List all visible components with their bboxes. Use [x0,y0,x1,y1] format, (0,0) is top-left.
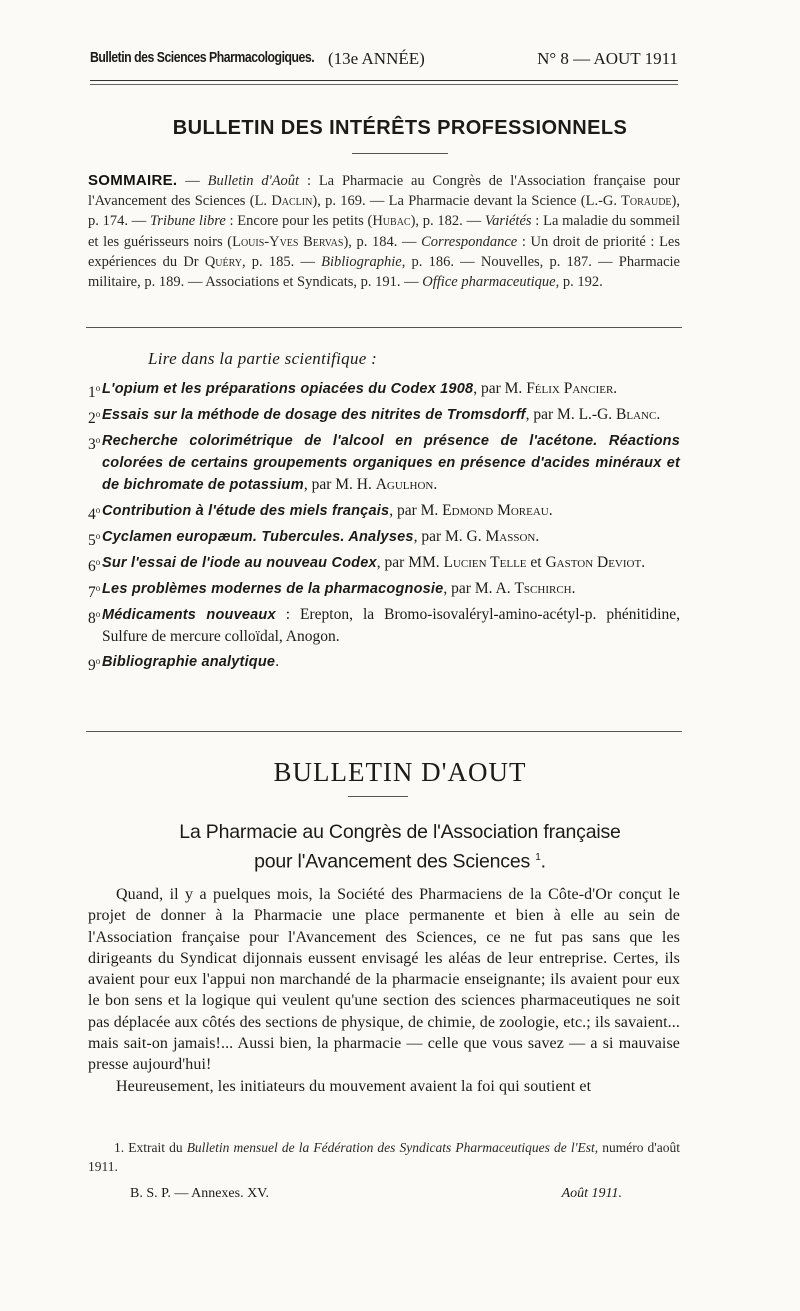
sommaire-rule [86,327,682,328]
sc-text-run: Lucien Telle [443,554,527,571]
it-text-run: Correspondance [421,233,518,250]
header-rule [90,80,678,81]
lire-heading: Lire dans la partie scientifique : [148,349,378,368]
text-run: : Encore pour les petits ( [225,213,373,230]
it-text-run: Variétés [484,213,532,230]
toc-item [88,500,680,522]
running-head [90,49,678,75]
sc-text-run: Masson [485,528,536,545]
article-title-line1: La Pharmacie au Congrès de l'Association française [179,821,621,843]
text-run: , p. 192. [555,274,603,291]
text-run: , par M. H. [303,476,376,493]
footnote [88,1138,680,1176]
sc-text-run: Louis-Yves Bervas [232,233,344,250]
text-run: . [613,380,618,397]
text-run: : La Pharmacie au Congrès de l'Association française pour l'Avancement des Sciences ( [88,173,680,210]
t-text-run: Cyclamen europæum. Tubercules. Analyses [102,529,414,545]
toc-item [88,378,680,400]
it-text-run: Office pharmaceutique [422,274,556,291]
text-run: , par M. G. [413,528,486,545]
sc-text-run: Agulhon [375,476,434,493]
footnote-ref: 1 [535,852,541,863]
toc-item-number: 3$^o$ [88,435,101,454]
toc-item-number: 1$^o$ [88,383,101,402]
it-text-run: Bulletin mensuel de la Fédération des Syndicats Pharmaceutiques de l'Est [186,1140,595,1155]
text-run: , par M. A. [443,580,515,597]
sommaire [88,171,680,292]
toc-item-number: 7$^o$ [88,583,101,602]
t-text-run: Recherche colorimétrique de l'alcool en présence de l'acétone. Réactions colorées de certains groupements organiques en présence d'acides minéraux et de bichromate de potassium [102,433,680,493]
t-text-run: Les problèmes modernes de la pharmacognosie [102,581,444,597]
toc-item [88,552,680,574]
article-title-line2: pour l'Avancement des Sciences [254,850,531,873]
it-text-run: Tribune libre [150,213,226,230]
body-paragraph: Quand, il y a puelques mois, la Société des Pharmaciens de la Côte-d'Or conçut le projet de donner à la Pharmacie une place permanente et bien à elle au sein de l'Association française pour l'Avancement des Sciences, ce ne fut pas sans que les dirigeants du Syndicat dijonnais eussent envisagé les aléas de leur entreprise. Certes, ils avaient pour eux l'appui non marchandé de la pharmacie enseignante; ils avaient pour eux le bon sens et la logique qui veulent qu'une section des sciences pharmaceutiques ne soit pas déplacée aux côtés des sections de physique, de chimie, de zoologie, etc.; ils savaient... mais sait-on jamais!... Aussi bien, la pharmacie — celle que vous savez — a si mauvaise presse aujourd'hui! [88,886,680,1074]
sc-text-run: Hubac [372,213,411,230]
text-run: : Un droit de priorité : Les expériences du Dr [88,233,681,270]
t-text-run: Sur l'essai de l'iode au nouveau Codex [102,555,377,571]
text-run: , par M. [525,406,579,423]
toc-item [88,404,680,426]
text-run: ), p. 182. — [410,213,485,230]
toc-item [88,526,680,548]
sc-text-run: L.-G. Blanc [578,406,657,423]
text-run: ), p. 169. — La Pharmacie devant la Science ( [312,193,586,210]
text-run: , par M. [389,502,443,519]
issue-number: N° 8 — AOUT 1911 [537,49,678,68]
text-run: . [275,653,280,670]
text-run: — [177,173,208,189]
text-run: . [548,502,553,519]
text-run: : La maladie du sommeil et les guérisseurs noirs ( [88,213,680,250]
text-run: ), p. 184. — [343,233,422,250]
sc-text-run: Quéry [204,253,242,270]
text-run: ), p. 174. — [88,193,681,230]
text-run: , par M. [473,380,527,397]
toc-item [88,578,680,600]
toc-item [88,604,680,647]
toc-item-number: 2$^o$ [88,409,101,428]
text-run: . [641,554,646,571]
t-text-run: Essais sur la méthode de dosage des nitrites de Tromsdorff [102,407,526,423]
sc-text-run: Gaston Deviot [545,554,642,571]
it-text-run: Bibliographie [321,253,402,270]
text-run: 1. Extrait du [114,1140,187,1155]
toc-list [88,378,680,677]
sc-text-run: L. Daclin [254,193,313,210]
sc-text-run: Félix Pancier [526,380,614,397]
toc-item [88,651,680,673]
article-title: La Pharmacie au Congrès de l'Association française pour l'Avancement des Sciences $^1$. [80,819,720,875]
t-text-run: Bibliographie analytique [102,654,276,670]
sommaire-text [88,173,680,290]
t-text-run: Médicaments nouveaux [102,607,276,623]
sommaire-lead: SOMMAIRE. [88,172,178,189]
sc-text-run: L.-G. Toraude [585,193,672,210]
text-run: , par MM. [376,554,444,571]
footer-left: B. S. P. — Annexes. XV. [130,1186,269,1201]
journal-year: (13e ANNÉE) [328,49,425,68]
toc-item-number: 9$^o$ [88,656,101,675]
sc-text-run: Edmond Moreau [442,502,549,519]
text-run: . [535,528,540,545]
toc-item-number: 5$^o$ [88,531,101,550]
journal-name: Bulletin des Sciences Pharmacologiques. [90,49,315,66]
section-title: BULLETIN DES INTÉRÊTS PROFESSIONNELS [172,117,628,139]
t-text-run: L'opium et les préparations opiacées du Codex 1908 [102,381,474,397]
header-rule-thin [90,84,678,85]
toc-item-number: 4$^o$ [88,505,101,524]
toc-item-number: 6$^o$ [88,557,101,576]
article-body [88,884,680,1097]
text-run: . [656,406,661,423]
it-text-run: Bulletin d'Août [207,173,300,189]
text-run: , numéro d'août 1911. [88,1140,680,1174]
text-run: , p. 186. — Nouvelles, p. 187. — Pharmacie militaire, p. 189. — Associations et Syndicats, p. 191. — [88,253,680,291]
body-paragraph: Heureusement, les initiateurs du mouvement avaient la foi qui soutient et [116,1077,592,1095]
toc-rule [86,731,682,732]
sc-text-run: Tschirch [514,580,572,597]
text-run: . [433,476,438,493]
text-run: : Erepton, la Bromo-isovaléryl-amino-acétyl-p. phénitidine, Sulfure de mercure colloïdal, Anogon. [102,606,680,645]
toc-item-number: 8$^o$ [88,609,101,628]
toc-item [88,430,680,496]
bulletin-title-rule [348,796,408,797]
section-title-rule [352,153,448,154]
footer-right: Août 1911. [561,1186,622,1201]
text-run: , p. 185. — [241,253,322,270]
text-run: et [526,554,546,571]
text-run: . [571,580,576,597]
t-text-run: Contribution à l'étude des miels français [102,503,390,519]
bulletin-title: BULLETIN D'AOUT [273,757,527,787]
